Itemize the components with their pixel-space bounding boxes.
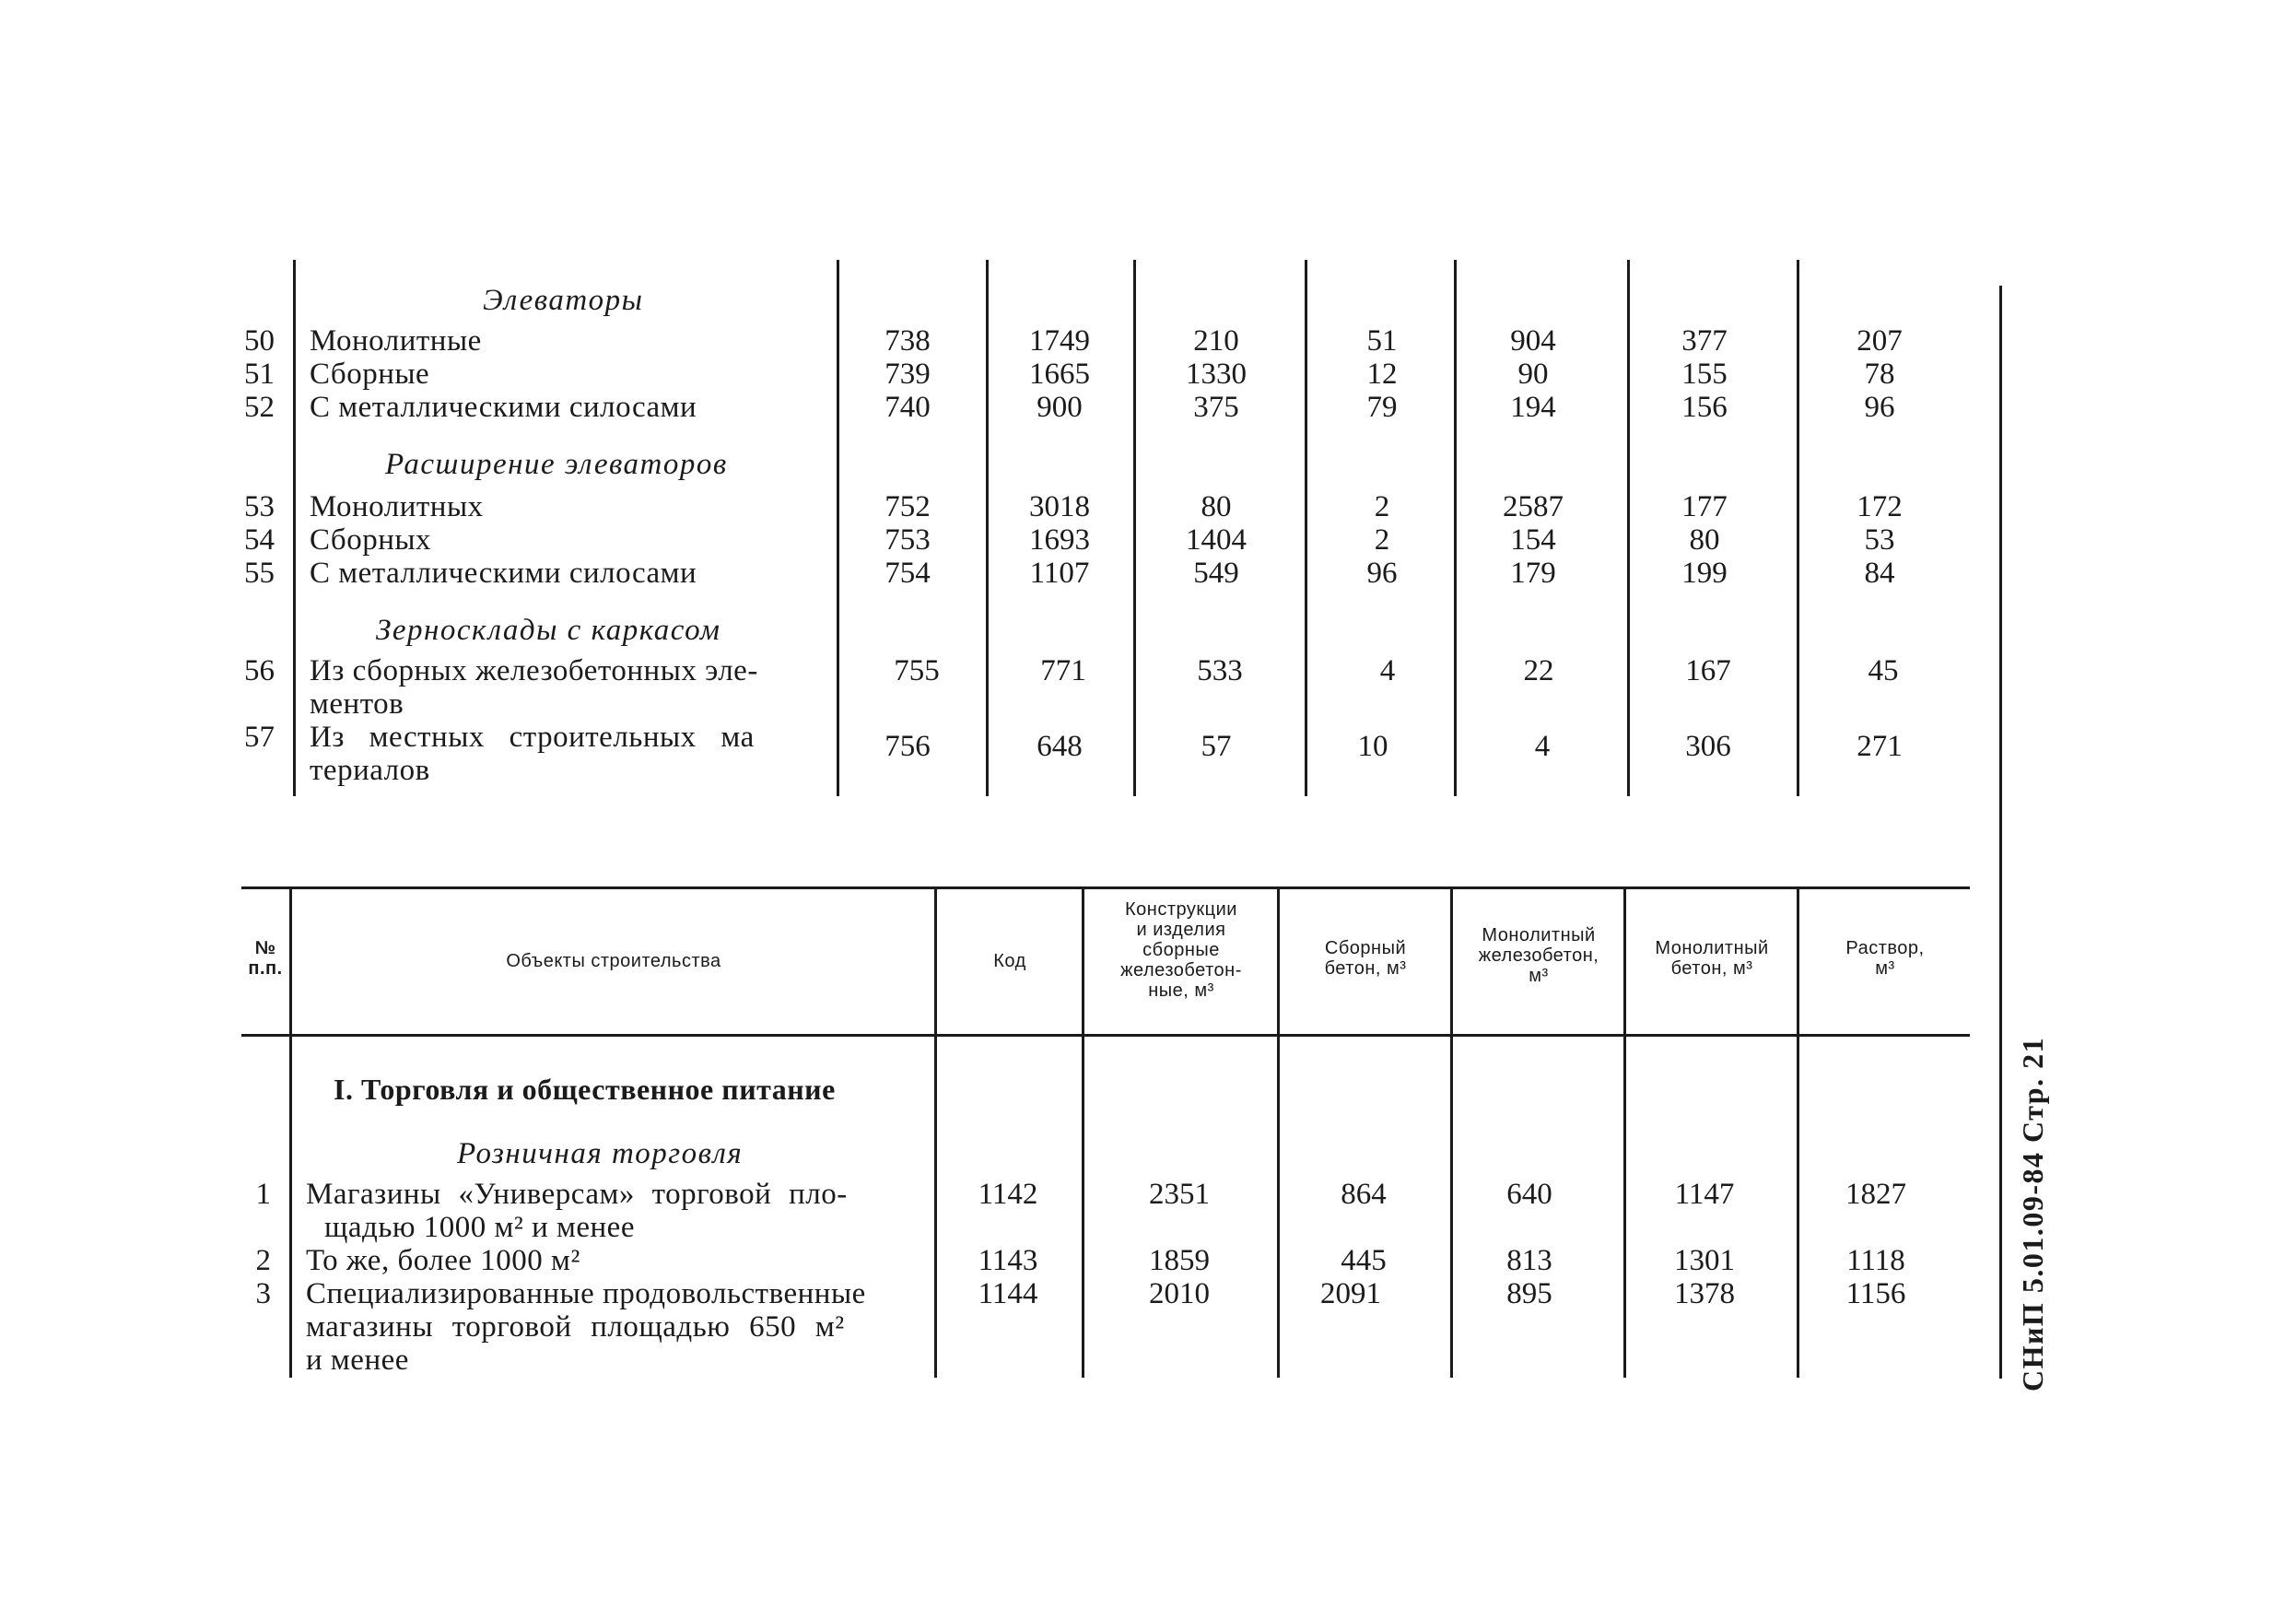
cell-v3: 12: [1366, 358, 1398, 391]
cell-v5: 167: [1685, 654, 1731, 687]
header-constructions: Конструкции и изделия сборные железобетон- ные, м³: [1120, 899, 1242, 1001]
row-number: 50: [244, 324, 275, 358]
cell-v1: 1749: [1029, 324, 1090, 358]
row-name: С металлическими силосами: [310, 557, 697, 590]
row-name: Из сборных железобетонных эле-: [310, 654, 758, 687]
lower-rule-7: [1797, 886, 1799, 1378]
cell-v4: 1147: [1674, 1178, 1735, 1211]
cell-v2: 210: [1193, 324, 1239, 358]
cell-v2: 80: [1201, 490, 1232, 523]
cell-v3: 640: [1506, 1178, 1552, 1211]
cell-v5: 199: [1681, 557, 1728, 590]
header-num: № п.п.: [248, 938, 283, 979]
row-code: 1144: [978, 1277, 1038, 1310]
cell-v3: 96: [1366, 557, 1398, 590]
row-name: Магазины «Универсам» торговой пло-: [306, 1178, 848, 1211]
row-number: 54: [244, 523, 275, 557]
row-number: 57: [244, 721, 275, 754]
row-number: 56: [244, 654, 275, 687]
row-number: 55: [244, 557, 275, 590]
header-monolithic-concrete: Монолитный бетон, м³: [1655, 938, 1769, 979]
cell-v4: 1378: [1674, 1277, 1735, 1310]
running-head: СНиП 5.01.09-84 Стр. 21: [2016, 1036, 2049, 1391]
cell-v6: 78: [1864, 358, 1895, 391]
row-name: То же, более 1000 м²: [306, 1244, 580, 1277]
row-code: 740: [884, 391, 931, 424]
row-name: Сборных: [310, 523, 432, 557]
header-mortar: Раствор, м³: [1845, 938, 1925, 979]
cell-v6: 45: [1868, 654, 1899, 687]
upper-rule-6: [1454, 260, 1457, 796]
cell-v4: 2587: [1503, 490, 1564, 523]
header-precast-concrete: Сборный бетон, м³: [1324, 938, 1407, 979]
cell-v5: 306: [1685, 730, 1731, 763]
cell-v2: 864: [1341, 1178, 1387, 1211]
cell-v4: 4: [1534, 730, 1551, 763]
header-bottom-rule: [241, 1034, 1970, 1037]
lower-rule-2: [934, 886, 937, 1378]
cell-v4: 904: [1510, 324, 1556, 358]
row-number: 3: [255, 1277, 271, 1310]
lower-rule-5: [1450, 886, 1453, 1378]
row-name-cont: ментов: [310, 687, 404, 721]
row-code: 752: [884, 490, 931, 523]
cell-v2: 1330: [1186, 358, 1247, 391]
cell-v3: 79: [1366, 391, 1398, 424]
cell-v6: 271: [1857, 730, 1903, 763]
cell-v4: 194: [1510, 391, 1556, 424]
cell-v1: 900: [1037, 391, 1083, 424]
cell-v2: 1404: [1186, 523, 1247, 557]
upper-rule-7: [1627, 260, 1630, 796]
cell-v3: 895: [1506, 1277, 1552, 1310]
row-name: Монолитные: [310, 324, 482, 358]
row-code: 738: [884, 324, 931, 358]
cell-v1: 771: [1040, 654, 1086, 687]
cell-v5: 1118: [1846, 1244, 1905, 1277]
cell-v3: 813: [1506, 1244, 1552, 1277]
row-code: 1143: [978, 1244, 1038, 1277]
row-code: 756: [884, 730, 931, 763]
lower-rule-3: [1082, 886, 1084, 1378]
cell-v1: 1693: [1029, 523, 1090, 557]
cell-v2: 375: [1193, 391, 1239, 424]
cell-v4: 179: [1510, 557, 1556, 590]
lower-rule-6: [1623, 886, 1626, 1378]
lower-rule-4: [1277, 886, 1280, 1378]
cell-v3: 51: [1366, 324, 1398, 358]
row-name: С металлическими силосами: [310, 391, 697, 424]
group-heading: Элеваторы: [483, 284, 644, 317]
lower-rule-1: [289, 886, 292, 1378]
row-name-cont: териалов: [310, 754, 430, 787]
cell-v6: 53: [1864, 523, 1895, 557]
group-heading: Расширение элеваторов: [385, 448, 728, 481]
row-number: 2: [255, 1244, 271, 1277]
row-number: 1: [255, 1178, 271, 1211]
cell-v6: 207: [1857, 324, 1903, 358]
upper-rule-3: [986, 260, 989, 796]
group-heading: Зерносклады с каркасом: [376, 614, 721, 647]
cell-v3: 10: [1357, 730, 1388, 763]
row-name-cont: щадью 1000 м² и менее: [324, 1211, 635, 1244]
header-code: Код: [993, 951, 1026, 971]
cell-v1: 1107: [1029, 557, 1090, 590]
row-name-cont: магазины торговой площадью 650 м²: [306, 1310, 845, 1344]
cell-v2: 57: [1201, 730, 1232, 763]
upper-rule-5: [1305, 260, 1307, 796]
row-code: 1142: [978, 1178, 1038, 1211]
cell-v1: 1665: [1029, 358, 1090, 391]
row-number: 51: [244, 358, 275, 391]
cell-v3: 4: [1379, 654, 1396, 687]
row-name: Монолитных: [310, 490, 484, 523]
cell-v2: 2091: [1320, 1277, 1381, 1310]
row-number: 52: [244, 391, 275, 424]
cell-v3: 2: [1374, 490, 1390, 523]
cell-v2: 533: [1197, 654, 1243, 687]
margin-rule: [1999, 286, 2002, 1379]
cell-v1: 3018: [1029, 490, 1090, 523]
cell-v6: 84: [1864, 557, 1895, 590]
cell-v1: 648: [1037, 730, 1083, 763]
subsection-title: Розничная торговля: [457, 1137, 744, 1170]
cell-v1: 1859: [1149, 1244, 1210, 1277]
header-top-rule: [241, 886, 1970, 889]
row-code: 739: [884, 358, 931, 391]
cell-v2: 549: [1193, 557, 1239, 590]
cell-v6: 172: [1857, 490, 1903, 523]
row-code: 755: [894, 654, 940, 687]
cell-v4: 22: [1523, 654, 1554, 687]
row-name: Из местных строительных ма: [310, 721, 755, 754]
cell-v5: 156: [1681, 391, 1728, 424]
cell-v1: 2351: [1149, 1178, 1210, 1211]
upper-rule-8: [1797, 260, 1799, 796]
cell-v4: 90: [1517, 358, 1549, 391]
cell-v3: 2: [1374, 523, 1390, 557]
cell-v5: 1827: [1845, 1178, 1906, 1211]
section-title: I. Торговля и общественное питание: [334, 1073, 836, 1106]
cell-v4: 154: [1510, 523, 1556, 557]
row-name: Сборные: [310, 358, 430, 391]
header-monolithic-rc: Монолитный железобетон, м³: [1478, 925, 1599, 986]
upper-rule-1: [293, 260, 296, 796]
row-name-cont: и менее: [306, 1344, 409, 1377]
cell-v5: 1156: [1845, 1277, 1906, 1310]
cell-v5: 377: [1681, 324, 1728, 358]
cell-v1: 2010: [1149, 1277, 1210, 1310]
row-number: 53: [244, 490, 275, 523]
cell-v5: 155: [1681, 358, 1728, 391]
row-name: Специализированные продовольственные: [306, 1277, 866, 1310]
cell-v6: 96: [1864, 391, 1895, 424]
header-object: Объекты строительства: [506, 951, 721, 971]
row-code: 753: [884, 523, 931, 557]
row-code: 754: [884, 557, 931, 590]
cell-v5: 80: [1689, 523, 1720, 557]
cell-v5: 177: [1681, 490, 1728, 523]
upper-rule-2: [837, 260, 839, 796]
cell-v4: 1301: [1674, 1244, 1735, 1277]
upper-rule-4: [1133, 260, 1136, 796]
cell-v2: 445: [1341, 1244, 1387, 1277]
